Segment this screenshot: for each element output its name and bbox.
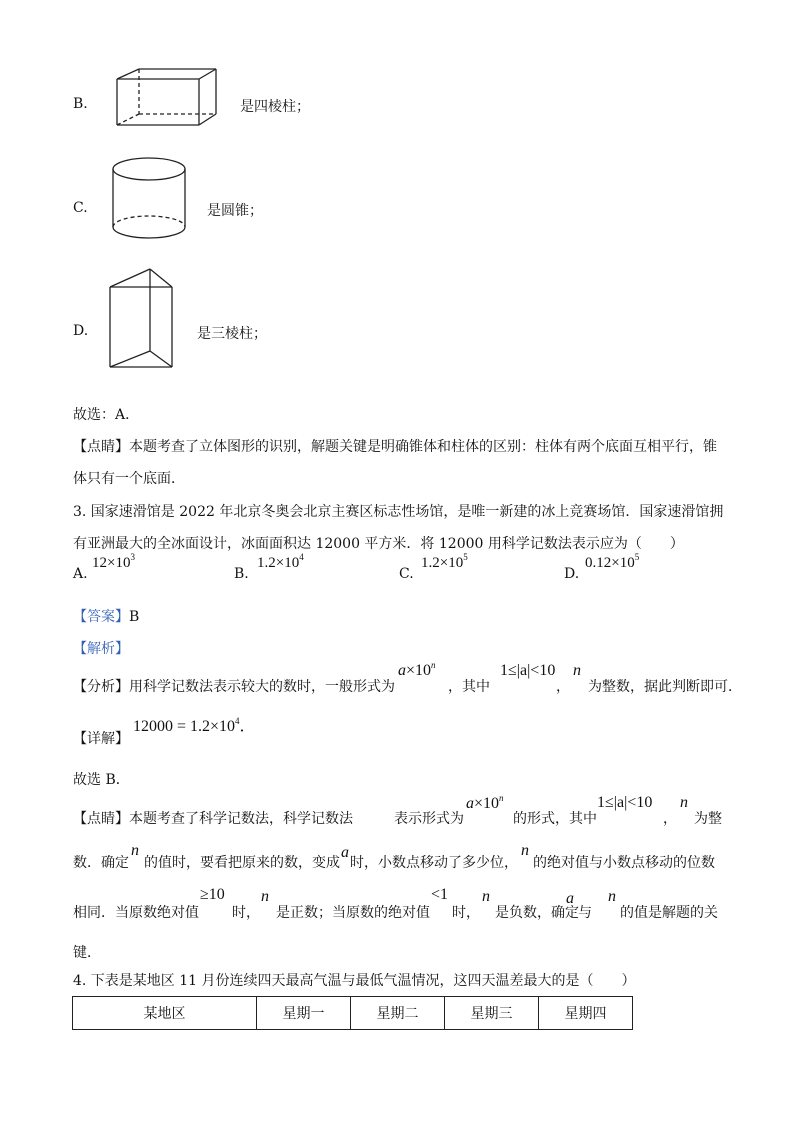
q3-analysis-tag: 【解析】 — [73, 641, 129, 657]
q3-dj-line3-b: 时， — [232, 905, 260, 921]
option-b-letter: B. — [73, 96, 88, 112]
q3-dj-line1-c: 的形式，其中 — [513, 811, 597, 827]
q2-dianjing-line1: 【点睛】本题考查了立体图形的识别，解题关键是明确锥体和柱体的区别：柱体有两个底面互相平行，锥 — [73, 439, 717, 455]
q3-dj-form: $a\times 10^n$ — [466, 793, 504, 812]
table-header-cell: 某地区 — [73, 997, 257, 1030]
q3-dj-line3-c: 是正数；当原数的绝对值 — [276, 905, 430, 921]
q3-choice: 故选 B． — [73, 772, 130, 788]
q3-dj-n6: n — [608, 888, 616, 905]
option-d-letter: D. — [73, 323, 89, 339]
q3-fenxi-form: $a\times 10^n$ — [398, 660, 436, 679]
q3-dj-line3-a: 相同．当原数绝对值 — [73, 905, 199, 921]
cylinder-icon — [108, 155, 192, 245]
q3-fenxi-d: 为整数，据此判断即可． — [588, 679, 742, 695]
q3-dj-line2-c: 时，小数点移动了多少位， — [350, 855, 518, 871]
q3-fenxi: 【分析】用科学记数法表示较大的数时，一般形式为 — [73, 679, 395, 695]
q3-option-a-value: $12\times 10^3$ — [92, 552, 135, 571]
q4-line1: 4. 下表是某地区 11 月份连续四天最高气温与最低气温情况，这四天温差最大的是（ ） — [73, 973, 636, 989]
option-b-text: 是四棱柱； — [240, 99, 310, 115]
q3-dj-range: 1≤|a|<10 — [597, 794, 653, 811]
q3-dj-n3: n — [521, 842, 529, 859]
cuboid-icon — [112, 66, 222, 130]
table-header-cell: 星期四 — [539, 997, 633, 1030]
q3-dj-ge10: ≥10 — [200, 886, 225, 903]
q3-dj-line3-f: 与 — [578, 905, 592, 921]
q3-dj-line2-b: 的值时，要看把原来的数，变成 — [144, 855, 340, 871]
q3-dj-n5: n — [482, 888, 490, 905]
q3-fenxi-n: n — [573, 662, 581, 679]
triangular-prism-icon — [106, 265, 176, 371]
q3-dj-line3-d: 时， — [452, 905, 480, 921]
q3-line2: 有亚洲最大的全冰面设计，冰面面积达 12000 平方米．将 12000 用科学记数法表示应为（ ） — [73, 536, 684, 552]
table-header-cell: 星期三 — [445, 997, 539, 1030]
q3-dj-n4: n — [261, 888, 269, 905]
table-header-cell: 星期二 — [351, 997, 445, 1030]
q3-dj-line1-b: 表示形式为 — [394, 811, 464, 827]
q3-line1: 3. 国家速滑馆是 2022 年北京冬奥会北京主赛区标志性场馆，是唯一新建的冰上竞赛场馆．国家速滑馆拥 — [73, 504, 724, 520]
table-header-row — [73, 997, 633, 1030]
q2-dianjing-line2: 体只有一个底面． — [73, 471, 185, 487]
option-d-text: 是三棱柱； — [197, 326, 267, 342]
q3-option-d-letter: D. — [564, 566, 580, 582]
q3-dj-n1: n — [680, 794, 688, 811]
q3-option-a-letter: A. — [73, 566, 88, 582]
q3-answer: 【答案】B — [73, 609, 140, 625]
q3-dj-lt1: <1 — [431, 886, 449, 903]
q3-dj-line1-a: 【点睛】本题考查了科学记数法，科学记数法 — [73, 811, 353, 827]
q3-option-d-value: $0.12\times 10^5$ — [585, 552, 640, 571]
q3-fenxi-b: ，其中 — [448, 679, 490, 695]
temperature-table — [72, 996, 633, 1030]
q3-xiangjie-eq: $12000 = 1.2\times 10^4$． — [133, 716, 256, 735]
q3-dj-n2: n — [131, 842, 139, 859]
q3-dj-a2: a — [566, 890, 574, 907]
table-header-cell: 星期一 — [257, 997, 351, 1030]
q3-dj-line3-e: 是负数，确定 — [495, 905, 579, 921]
q3-fenxi-range: 1≤|a|<10 — [500, 662, 556, 679]
q3-dj-line3-g: 的值是解题的关 — [620, 905, 718, 921]
q3-option-c-letter: C. — [399, 566, 414, 582]
option-c-letter: C. — [73, 200, 88, 216]
q3-dj-line4: 键． — [73, 945, 101, 961]
q3-fenxi-c: ， — [556, 679, 570, 695]
q3-dj-a1: a — [341, 844, 349, 861]
q2-choice: 故选：A． — [73, 407, 140, 423]
q3-option-b-letter: B. — [234, 566, 249, 582]
q3-dj-line2-a: 数．确定 — [73, 855, 129, 871]
q3-option-b-value: $1.2\times 10^4$ — [257, 552, 304, 571]
q3-dj-line1-d: ， — [663, 811, 677, 827]
q3-dj-line2-d: 的绝对值与小数点移动的位数 — [533, 855, 715, 871]
q3-xiangjie-tag: 【详解】 — [73, 731, 129, 747]
q3-option-c-value: $1.2\times 10^5$ — [421, 552, 468, 571]
option-c-text: 是圆锥； — [207, 203, 263, 219]
q3-dj-line1-e: 为整 — [694, 811, 722, 827]
